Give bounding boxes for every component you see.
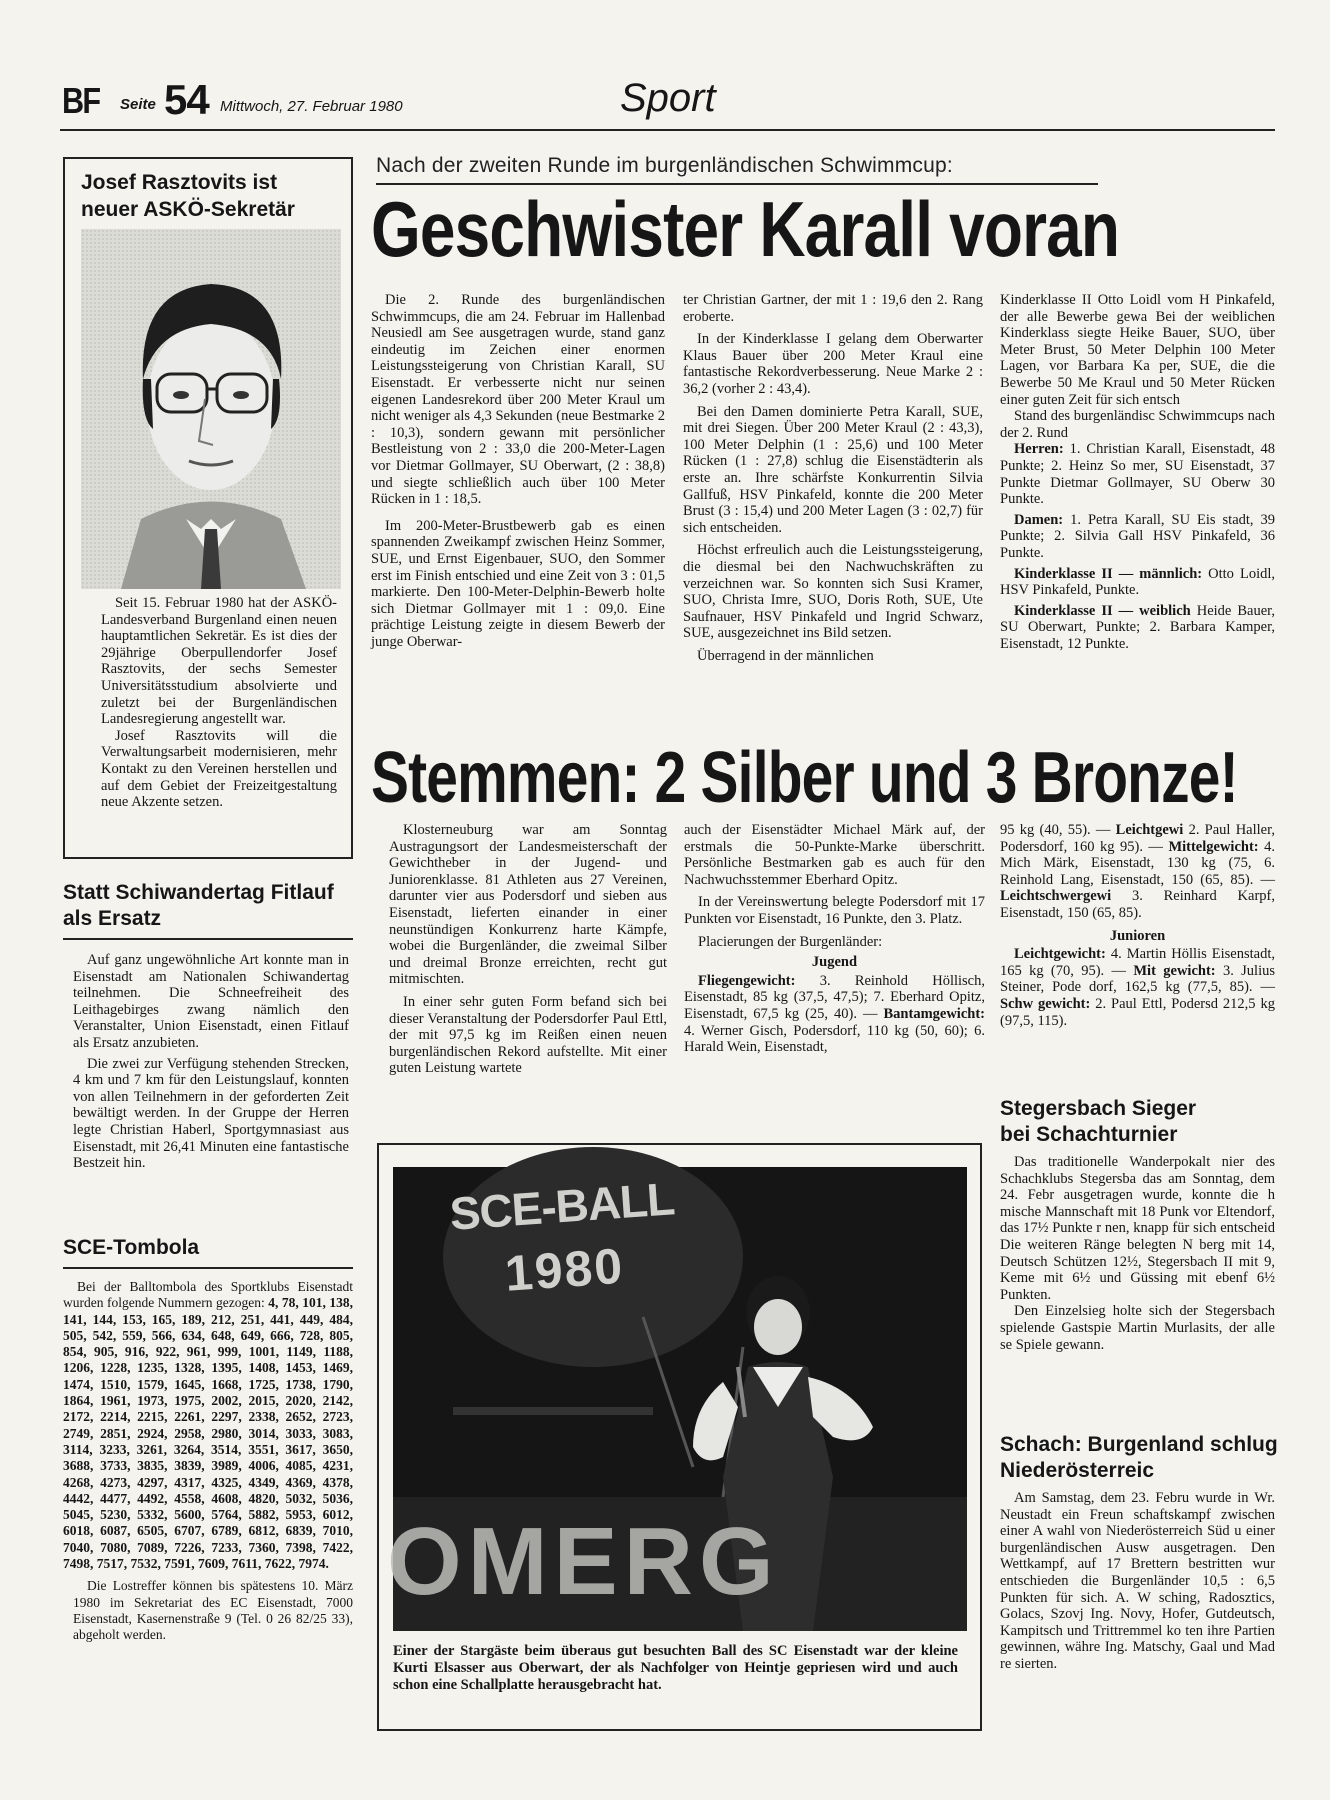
schiwander-article [63,880,353,1172]
standings-label: Kinderklasse II — männlich: [1014,565,1203,582]
lift-result-label: Schw gewicht: [1000,995,1091,1012]
swim-standings [1000,599,1275,653]
schach-article [1000,1432,1278,1673]
swim-column-1 [371,292,665,650]
lift-result-text: 4. Mich Märk, Eisenstadt, 130 kg (75, 6. Reinhold Lang, Eisenstadt, 150 (65, 85). — [1000,838,1275,888]
swim-paragraph: In der Kinderklasse I gelang dem Oberwarter Klaus Bauer über 200 Meter Kraul eine fantastische Rekordverbesserung. Neue Marke 2 : 36,2 (vorher 2 : 43,4). [683,331,983,397]
lift-result-text: 3. Julius Steiner, Pode dorf, 162,5 kg (77,5, 85). — [1000,962,1276,996]
standings-text: Otto Loidl, HSV Pinkafeld, Punkte. [1000,565,1276,599]
schach-title: Schach: Burgenland schlug Niederösterreic [1000,1433,1278,1482]
lift-result-label: Leichtgewicht: [1014,946,1106,963]
lift-paragraph: In einer sehr guten Form befand sich bei dieser Veranstaltung der Podersdorfer Paul Ettl, der mit 97,5 kg im Reißen einen neuen burgenländischen Rekord aufstellte. Mit einer guten Leistung wartete [389,993,667,1077]
swim-column-3 [1000,292,1276,652]
asko-title: Josef Rasztovits ist neuer ASKÖ-Sekretär [81,171,295,221]
lift-jugend-heading: Jugend [811,954,858,971]
lift-result [684,973,985,1056]
swim-paragraph: Überragend in der männlichen [697,647,874,664]
lift-result-label: Fliegengewicht: [698,972,796,989]
portrait-photo [81,229,341,589]
tombola-intro: Bei der Balltombola des Sportklubs Eisenstadt wurden folgende Nummern gezogen: [63,1279,353,1311]
standings-label: Damen: [1014,511,1064,528]
lift-column-1 [389,822,667,1077]
asko-box [63,157,353,859]
masthead-section: Sport [620,76,716,120]
masthead-rule [60,129,1275,131]
stegersbach-article [1000,1096,1275,1353]
lift-result-label: Mit gewicht: [1133,962,1216,979]
lift-result-label: Mittelgewicht: [1168,838,1259,855]
masthead-logo: BF [62,80,100,121]
lift-result-text: 4. Werner Gisch, Podersdorf, 110 kg (50, 60); 6. Harald Wein, Eisenstadt, [684,1022,985,1056]
swim-paragraph: Bei den Damen dominierte Petra Karall, SUE, mit drei Siegen. Über 200 Meter Kraul (2 : 43,3), 100 Meter Delphin (1 : 25,6) und 100 Meter Rücken (1 : 27,8) schlug die Eisenstädterin als erste an. Ihre schärfste Konkurrentin Silvia Gallfuß, HSV Pinkafeld, konnte die 200 Meter Brust (3 : 15,4) und 200 Meter Lagen (3 : 02,7) für sich entscheiden. [683,403,983,536]
lift-result-text: 3. Reinhold Höllisch, Eisenstadt, 85 kg (37,5, 47,5); 7. Eberhard Opitz, Eisenstadt, 67,5 kg (25, 40). — [684,972,985,1022]
schach-paragraph: Am Samstag, dem 23. Febru wurde in Wr. Neustadt ein Freun schaftskampf zwischen einer A wahl von Niederösterreich Süd u einer burgenländischen Ausw ausgetragen. Den Wettkampf, auf 17 Brettern bestritten wur entschieden die Burgenländer 10,5 : 6,5 Punkten für sich. A. W sching, Radosztics, Golacs, Szovj Ing. Novy, Hofer, Gutdeutsch, Kampitsch und Trittremmel ko ten ihre Partien gewinnen, währe Ing. Matschy, Gaal und Mad re sierten. [1000,1490,1275,1672]
lift-headline: Stemmen: 2 Silber und 3 Bronze! [371,738,1238,818]
swim-paragraph: Kinderklasse II Otto Loidl vom H Pinkafeld, der alle Bewerbe gewa Bei der weiblichen Kinderklass siegte Heike Bauer, SUO, über Meter Brust, 50 Meter Delphin 100 Meter Lagen, vor Barbara Ka per, SUE, die die Bewerbe 50 Me Kraul und 50 Meter Rücken einer guten Zeit für sich entsch [1000,292,1275,408]
lift-column-2 [684,822,985,1056]
tombola-article [63,1235,353,1644]
photo-caption: Einer der Stargäste beim überaus gut besuchten Ball des SC Eisenstadt war der kleine Kurti Elsasser aus Oberwart, der als Nachfolger von Heintje gepriesen wird und auch schon eine Schallplatte herausgebracht hat. [393,1643,958,1693]
masthead-page-number: 54 [164,76,209,123]
lift-column-3 [1000,822,1276,1029]
banner-line-1: SCE-BALL [448,1172,676,1240]
lift-result-text: 3. Reinhard Karpf, Eisenstadt, 150 (65, 85). [1000,888,1275,921]
swim-standings [1000,441,1275,507]
ball-photo [387,1167,967,1631]
masthead [60,72,1275,132]
swim-paragraph: ter Christian Gartner, der mit 1 : 19,6 den 2. Rang eroberte. [683,292,983,325]
swim-headline: Geschwister Karall voran [371,185,1120,273]
swim-kicker: Nach der zweiten Runde im burgenländischen Schwimmcup: [376,154,953,177]
stegersbach-paragraph: Den Einzelsieg holte sich der Stegersbach spielende Gastspie Martin Murlasits, der alle se Spiele gewann. [1000,1303,1275,1353]
lift-paragraph: Klosterneuburg war am Sonntag Austragungsort der Landesmeisterschaft der Gewichtheber in der Jugend- und Juniorenklasse. 81 Athleten aus 27 Vereinen, darunter vier aus Podersdorf und sieben aus Eisenstadt, lieferten einander in einer neunstündigen Konkurrenz harte Kämpfe, wobei die Burgenländer, die zweimal Silber und dreimal Bronze erreichten, recht gut mitmischten. [389,822,667,988]
swim-paragraph: Im 200-Meter-Brustbewerb gab es einen spannenden Zweikampf zwischen Heinz Sommer, SUE, und Ernst Eigenbauer, SUO, den Sommer erst im Finish entschied und eine Zeit von 3 : 01,5 markierte. Den 100-Meter-Delphin-Bewerb holte sich Dietmar Gollmayer mit 1 : 09,0. Eine prächtige Leistung zeigte in diesem Bewerb der junge Oberwar- [371,517,665,650]
standings-text: 1. Petra Karall, SU Eis stadt, 39 Punkte; 2. Silvia Gall HSV Pinkafeld, 36 Punkte. [1000,511,1275,561]
lift-result-label: Leichtgewi [1115,822,1184,838]
lift-result [1000,822,1275,922]
lift-result-text: 2. Paul Ettl, Podersd 212,5 kg (97,5, 115). [1000,995,1275,1029]
swim-column-2 [683,292,983,664]
lift-result-text: 95 kg (40, 55). — [1000,822,1111,838]
swim-standings [1000,508,1275,562]
lift-result [1000,946,1275,1029]
lift-paragraph: In der Vereinswertung belegte Podersdorf mit 17 Punkten vor Eisenstadt, 16 Punkte, den 3. Platz. [684,894,985,927]
masthead-date: Mittwoch, 27. Februar 1980 [220,98,403,115]
lift-junioren-heading: Junioren [1109,927,1166,944]
lift-result-text: 4. Martin Höllis Eisenstadt, 165 kg (70, 95). — [1000,946,1276,979]
standings-label: Kinderklasse II — weiblich [1014,602,1191,619]
tombola-outro: Die Lostreffer können bis spätestens 10. März 1980 im Sekretariat des EC Eisenstadt, 7000 Eisenstadt, Kasernenstraße 9 (Tel. 0 26 82/25 33), abgeholt werden. [73,1578,353,1643]
tombola-numbers: 4, 78, 101, 138, 141, 144, 153, 165, 189, 212, 251, 441, 449, 484, 505, 542, 559, 566, 634, 648, 649, 666, 728, 805, 854, 905, 916, 922, 961, 999, 1001, 1149, 1188, 1206, 1228, 1235, 1328, 1395, 1408, 1453, 1469, 1474, 1510, 1579, 1645, 1668, 1725, 1738, 1790, 1864, 1961, 1973, 1975, 2002, 2015, 2020, 2142, 2172, 2214, 2215, 2261, 2297, 2338, 2652, 2723, 2749, 2851, 2924, 2958, 2980, 3014, 3033, 3083, 3114, 3233, 3261, 3264, 3514, 3551, 3617, 3650, 3688, 3733, 3835, 3839, 3989, 4006, 4085, 4231, 4268, 4273, 4297, 4317, 4325, 4349, 4369, 4378, 4442, 4477, 4492, 4558, 4608, 4820, 5032, 5036, 5045, 5230, 5332, 5600, 5764, 5882, 5953, 6012, 6018, 6087, 6505, 6707, 6789, 6812, 6839, 7010, 7040, 7080, 7089, 7226, 7233, 7360, 7398, 7422, 7498, 7517, 7532, 7591, 7609, 7611, 7622, 7974. [63,1295,354,1572]
asko-paragraph: Josef Rasztovits will die Verwaltungsarbeit modernisieren, mehr Kontakt zu den Vereinen herstellen und auf dem Gebiet der Freizeitgestaltung neue Akzente setzen. [101,727,337,811]
tombola-title: SCE-Tombola [63,1236,200,1259]
tombola-rule [63,1267,353,1269]
swim-paragraph: Stand des burgenländisc Schwimmcups nach der 2. Rund [1000,408,1275,441]
schiwander-rule [63,938,353,940]
standings-label: Herren: [1014,441,1064,458]
schiwander-title: Statt Schiwandertag Fitlauf als Ersatz [63,881,334,930]
lift-result-text: 2. Paul Haller, Podersdorf, 160 kg 95). — [1000,822,1275,855]
lift-result-label: Bantamgewicht: [883,1005,985,1022]
swim-standings [1000,562,1275,599]
standings-text: 1. Christian Karall, Eisenstadt, 48 Punkte; 2. Heinz So mer, SU Eisenstadt, 37 Punkte Dietmar Gollmayer, SU Oberw 30 Punkte. [1000,441,1276,508]
photo-box [377,1143,982,1731]
standings-text: Heide Bauer, SU Oberwart, Punkte; 2. Barbara Kamper, Eisenstadt, 12 Punkte. [1000,602,1276,652]
asko-paragraph: Seit 15. Februar 1980 hat der ASKÖ-Landesverband Burgenland einen neuen hauptamtlichen Sekretär. Es ist dies der 29jährige Oberpullendorfer Josef Rasztovits, der sechs Semester Universitätsstudium absolvierte und zuletzt bei der Burgenländischen Landesregierung angestellt war. [101,595,337,728]
swim-paragraph: Die 2. Runde des burgenländischen Schwimmcups, die am 24. Februar im Hallenbad Neusiedl am See ausgetragen wurde, stand ganz eindeutig im Zeichen einer enormen Leistungssteigerung von Christian Karall, SU Eisenstadt. Er verbesserte nicht nur seinen eigenen Landesrekord über 200 Meter Kraul um nicht weniger als 4,3 Sekunden (neue Bestmarke 2 : 10,3), sondern gewann mit persönlicher Bestleistung von 2 : 33,0 die 200-Meter-Lagen vor Dietmar Gollmayer, SU Oberwart, (2 : 38,8) und siegte schließlich auch über 100 Meter Rücken in 1 : 18,5. [371,292,665,508]
lift-result-label: Leichtschwergewi [1000,888,1112,905]
tombola-body [63,1279,353,1578]
swim-paragraph: Höchst erfreulich auch die Leistungssteigerung, die diesmal bei den Nachwuchskräften zu verzeichnen war. So konnten sich Susi Kramer, SUO, Christa Imre, SUO, Doris Roth, SUE, Ute Saufnauer, HSV Pinkafeld und Ingrid Schwarz, SUE, ausgezeichnet ins Bild setzen. [683,542,983,642]
background-letters: OMERG [387,1508,780,1615]
lift-paragraph: Placierungen der Burgenländer: [698,933,883,950]
stegersbach-paragraph: Das traditionelle Wanderpokalt nier des Schachklubs Stegersba das am Sonntag, dem 24. Febr ausgetragen wurde, konnte die h mische Mannschaft mit 18 Punk vor Eltendorf, das 17½ Punkte r nen, knapp für sich entscheid Die weiteren Ränge belegten N berg mit 14, Deutsch Schützen 12½, Stegersbach II mit 9, Keme mit 6½ und Güssing mit ebenf 6½ Punkten. [1000,1154,1275,1303]
stegersbach-title: Stegersbach Sieger bei Schachturnier [1000,1097,1197,1146]
lift-paragraph: auch der Eisenstädter Michael Märk auf, der erstmals die 50-Punkte-Marke überschritt. Persönliche Bestmarken gab es auch für den Nachwuchsstemmer Eberhard Opitz. [684,822,985,888]
banner-line-2: 1980 [503,1237,626,1302]
schiwander-paragraph: Die zwei zur Verfügung stehenden Strecken, 4 km und 7 km für den Leistungslauf, konnten von allen Teilnehmern in der geforderten Zeit bewältigt werden. In der Gruppe der Herren legte Christian Haberl, Sportgymnasiast aus Eisenstadt, mit 26,41 Minuten eine fantastische Bestzeit hin. [73,1055,349,1172]
masthead-seite-label: Seite [120,96,156,113]
schiwander-paragraph: Auf ganz ungewöhnliche Art konnte man in Eisenstadt am Nationalen Schiwandertag teilnehmen. Die Schneefreiheit des Leithagebirges zwang nämlich den Veranstalter, Union Eisenstadt, einen Fitlauf als Ersatz anzubieten. [73,952,349,1051]
